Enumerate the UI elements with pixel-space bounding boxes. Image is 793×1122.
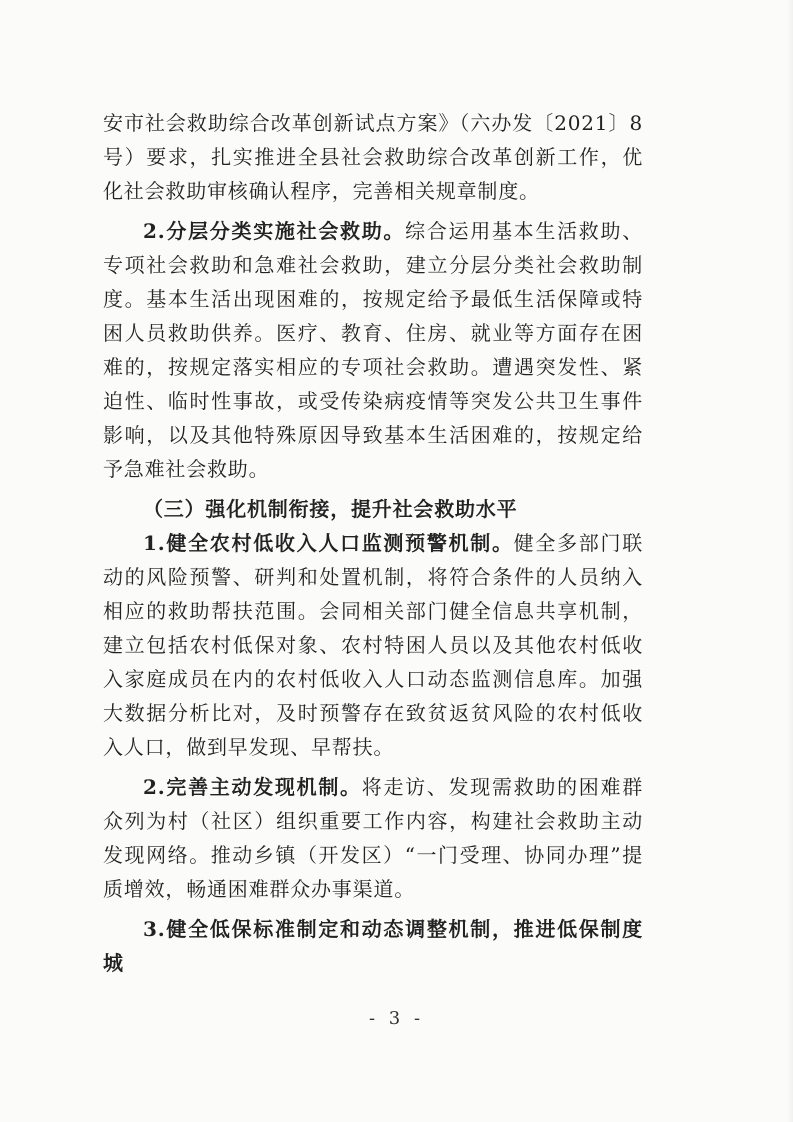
page-number: - 3 -: [368, 1008, 425, 1029]
paragraph-lead: 2.分层分类实施社会救助。: [143, 219, 406, 243]
paragraph-layered-assistance: [103, 214, 643, 486]
paragraph-text: 安市社会救助综合改革创新试点方案》（六办发〔2021〕8号）要求，扎实推进全县社会救助综合改革创新工作，优化社会救助审核确认程序，完善相关规章制度。: [103, 111, 643, 203]
page-edge-shadow: [787, 0, 793, 1122]
section-heading: （三）强化机制衔接，提升社会救助水平: [143, 497, 518, 521]
paragraph-standards: [103, 912, 643, 980]
paragraph-lead: 2.完善主动发现机制。: [143, 775, 362, 799]
paragraph-text: 将走访、发现需救助的困难群众列为村（社区）组织重要工作内容，构建社会救助主动发现网络。推动乡镇（开发区）“一门受理、协同办理”提质增效，畅通困难群众办事渠道。: [103, 775, 643, 901]
paragraph-lead: 3.健全低保标准制定和动态调整机制，推进低保制度城: [103, 917, 643, 975]
paragraph-monitoring: [103, 526, 643, 764]
paragraph-text: 健全多部门联动的风险预警、研判和处置机制，将符合条件的人员纳入相应的救助帮扶范围。会同相关部门健全信息共享机制，建立包括农村低保对象、农村特困人员以及其他农村低收入家庭成员在内的农村低收入人口动态监测信息库。加强大数据分析比对，及时预警存在致贫返贫风险的农村低收入人口，做到早发现、早帮扶。: [103, 531, 643, 759]
paragraph-text: 综合运用基本生活救助、专项社会救助和急难社会救助，建立分层分类社会救助制度。基本生活出现困难的，按规定给予最低生活保障或特困人员救助供养。医疗、教育、住房、就业等方面存在困难的，按规定落实相应的专项社会救助。遭遇突发性、紧迫性、临时性事故，或受传染病疫情等突发公共卫生事件影响，以及其他特殊原因导致基本生活困难的，按规定给予急难社会救助。: [103, 219, 643, 481]
paragraph-discovery: [103, 770, 643, 906]
paragraph-continuation: [103, 106, 643, 208]
paragraph-lead: 1.健全农村低收入人口监测预警机制。: [143, 531, 514, 555]
document-body: [103, 106, 643, 980]
